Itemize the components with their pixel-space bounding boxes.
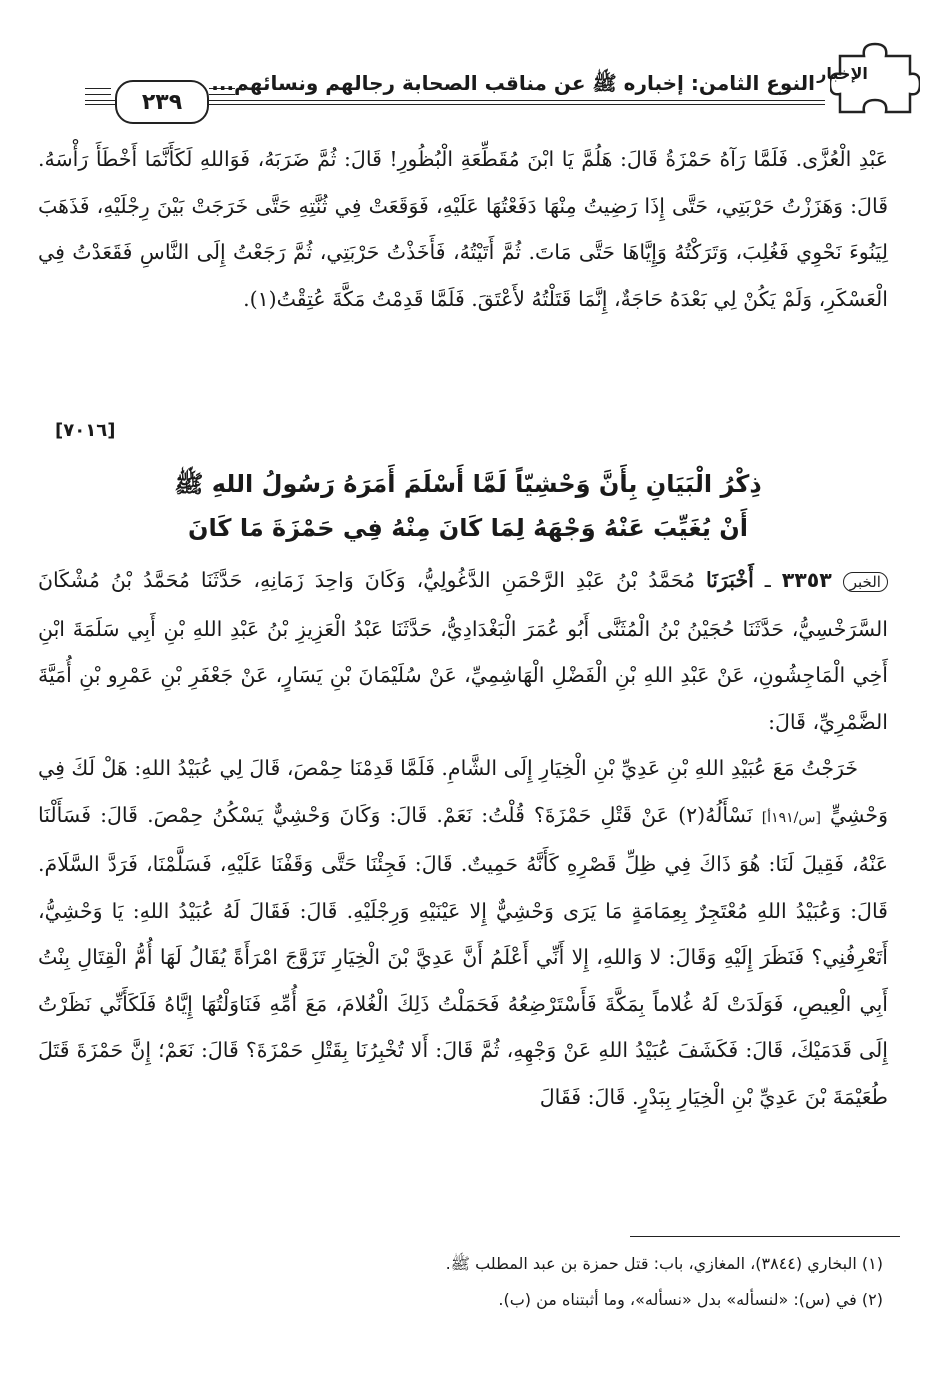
footnote-1: (١) البخاري (٣٨٤٤)، المغازي، باب: قتل حمزة بن عبد المطلب ﷺ. bbox=[445, 1254, 883, 1273]
footnote-rule bbox=[630, 1236, 900, 1237]
matn-text: خَرَجْتُ مَعَ عُبَيْدِ اللهِ بْنِ عَدِيِّ بْنِ الْخِيَارِ إِلَى الشَّامِ. فَلَمَّا قَدِمْنَا حِمْصَ، قَالَ لِي عُبَيْدُ اللهِ: هَلْ لَكَ فِي وَحْشِيٍّ bbox=[38, 756, 888, 827]
page-header bbox=[85, 38, 885, 128]
matn-text: نَسْأَلُهُ(٢) عَنْ قَتْلِ حَمْزَةَ؟ قُلْتُ: نَعَمْ. قَالَ: وَكَانَ وَحْشِيٌّ يَسْكُنُ حِمْصَ. قَالَ: فَسَأَلْنَا عَنْهُ، فَقِيلَ لَنَا: هُوَ ذَاكَ فِي ظِلِّ قَصْرِهِ كَأَنَّهُ حَمِيتٌ. قَالَ: فَجِئْنَا حَتَّى وَقَفْنَا عَلَيْهِ، فَسَلَّمْنَا، فَرَدَّ السَّلَامَ. قَالَ: وَعُبَيْدُ اللهِ مُعْتَجِرٌ بِعِمَامَةٍ مَا يَرَى وَحْشِيٌّ إِلا عَيْنَيْهِ وَرِجْلَيْهِ. قَالَ: فَقَالَ لَهُ عُبَيْدُ اللهِ: يَا وَحْشِيُّ، أَتَعْرِفُنِي؟ فَنَظَرَ إِلَيْهِ وَقَالَ: لا وَاللهِ، إِلا أَنِّي أَعْلَمُ أَنَّ عَدِيَّ بْنَ الْخِيَارِ تَزَوَّجَ امْرَأَةً يُقَالُ لَهَا أُمُّ الْقِتَالِ بِنْتُ أَبِي الْعِيصِ، فَوَلَدَتْ لَهُ غُلاماً بِمَكَّةَ فَأَسْتَرْضِعُهُ فَحَمَلْتُ ذَلِكَ الْغُلامَ، مَعَ أُمِّهِ فَنَاوَلْتُهَا إِيَّاهُ فَلَكَأَنِّي نَظَرْتُ إِلَى قَدَمَيْكَ، قَالَ: فَكَشَفَ عُبَيْدُ اللهِ عَنْ وَجْهِهِ، ثُمَّ قَالَ: أَلا تُخْبِرُنَا بِقَتْلِ حَمْزَةَ؟ قَالَ: نَعَمْ؛ إِنَّ حَمْزَةَ قَتَلَ طُعَيْمَةَ بْنَ عَدِيِّ بْنِ الْخِيَارِ بِبَدْرٍ. قَالَ: فَقَالَ bbox=[38, 802, 888, 1109]
hadith-block bbox=[38, 557, 888, 1120]
footnote-2: (٢) في (س): «لنسأله» بدل «نسأله»، وما أثبتناه من (ب). bbox=[498, 1290, 883, 1309]
hadith-dash: ـ bbox=[753, 568, 771, 592]
page-number: ٢٣٩ bbox=[115, 80, 209, 124]
page-number-dash bbox=[85, 94, 111, 95]
hadith-number: ٣٣٥٣ bbox=[781, 568, 832, 592]
puzzle-label: الإخبار bbox=[817, 64, 868, 83]
running-title: النوع الثامن: إخباره ﷺ عن مناقب الصحابة رجالهم ونسائهم... bbox=[211, 71, 815, 95]
heading-line-2: أَنْ يُغَيِّبَ عَنْهُ وَجْهَهُ لِمَا كَانَ مِنْهُ فِي حَمْزَةَ مَا كَانَ bbox=[188, 514, 748, 542]
manuscript-marker: [س/١٩١أ] bbox=[761, 809, 821, 826]
footnotes bbox=[53, 1246, 883, 1318]
hadith-matn bbox=[38, 745, 888, 1120]
reference-code: [٧٠١٦] bbox=[55, 420, 116, 441]
akhbarana-word: أَخْبَرَنَا bbox=[706, 568, 754, 592]
continued-paragraph bbox=[38, 136, 888, 322]
page-number-dash bbox=[85, 88, 111, 89]
hadith-isnad bbox=[38, 557, 888, 745]
hadith-marker: الخبر bbox=[843, 572, 888, 592]
isnad-text: مُحَمَّدُ بْنُ عَبْدِ الرَّحْمَنِ الدَّغُولِيُّ، وَكَانَ وَاحِدَ زَمَانِهِ، حَدَّثَنَا مُحَمَّدُ بْنُ مُشْكَانَ السَّرَخْسِيُّ، حَدَّثَنَا حُجَيْنُ بْنُ الْمُثَنَّى أَبُو عُمَرَ الْبَغْدَادِيُّ، حَدَّثَنَا عَبْدُ الْعَزِيزِ بْنُ عَبْدِ اللهِ بْنِ أَبِي سَلَمَةَ ابْنِ أَخِي الْمَاجِشُونِ، عَنْ عَبْدِ اللهِ بْنِ الْفَضْلِ الْهَاشِمِيِّ، عَنْ سُلَيْمَانَ بْنِ يَسَارٍ، عَنْ جَعْفَرِ بْنِ عَمْرِو بْنِ أُمَيَّةَ الضَّمْرِيِّ، قَالَ: bbox=[38, 568, 888, 734]
paragraph-text: عَبْدِ الْعُزَّى. فَلَمَّا رَآهُ حَمْزَةُ قَالَ: هَلُمَّ يَا ابْنَ مُقَطِّعَةِ الْبُظُورِ! قَالَ: ثُمَّ ضَرَبَهُ، فَوَاللهِ لَكَأَنَّمَا أَخْطَأَ رَأْسَهُ. قَالَ: وَهَزَزْتُ حَرْبَتِي، حَتَّى إِذَا رَضِيتُ مِنْهَا دَفَعْتُهَا عَلَيْهِ، فَوَقَعَتْ فِي ثُنَّتِهِ حَتَّى خَرَجَتْ بَيْنَ رِجْلَيْهِ، فَذَهَبَ لِيَنُوءَ نَحْوِي فَغُلِبَ، وَتَرَكْتُهُ وَإِيَّاهَا حَتَّى مَاتَ. ثُمَّ أَتَيْتُهُ، فَأَخَذْتُ حَرْبَتِي، ثُمَّ رَجَعْتُ إِلَى النَّاسِ فَقَعَدْتُ فِي الْعَسْكَرِ، وَلَمْ يَكُنْ لِي بَعْدَهُ حَاجَةٌ، إِنَّمَا قَتَلْتُهُ لأَعْتَقَ. فَلَمَّا قَدِمْتُ مَكَّةَ عُتِقْتُ(١). bbox=[38, 147, 888, 311]
section-heading bbox=[63, 462, 873, 550]
heading-line-1: ذِكْرُ الْبَيَانِ بِأَنَّ وَحْشِيّاً لَمَّا أَسْلَمَ أَمَرَهُ رَسُولُ اللهِ ﷺ bbox=[174, 470, 762, 498]
